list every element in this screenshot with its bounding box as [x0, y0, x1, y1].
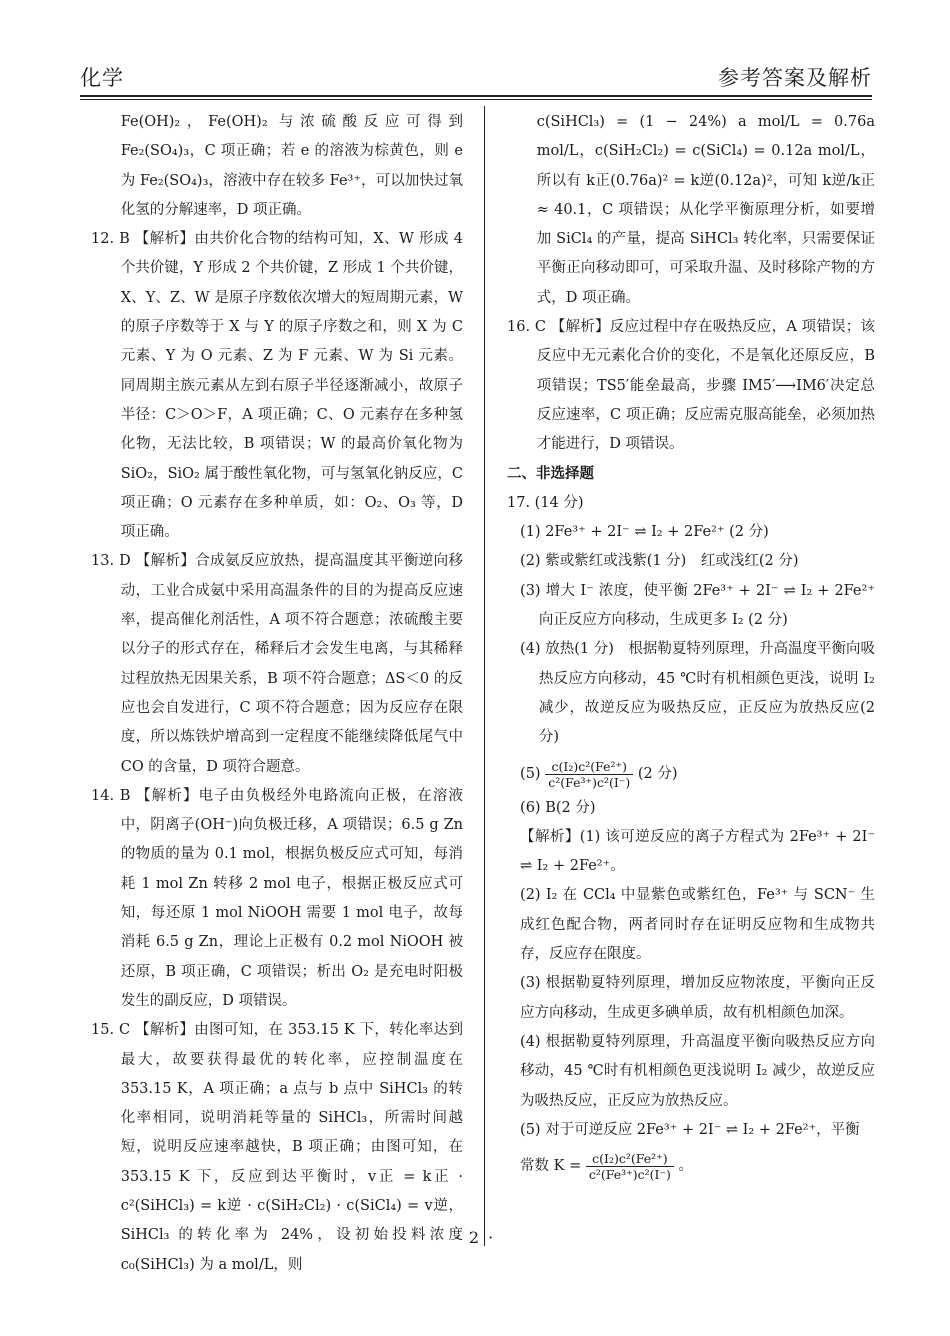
equilibrium-constant-formula	[507, 1151, 875, 1182]
answer-13: 13. D 【解析】合成氨反应放热，提高温度其平衡逆向移动，工业合成氨中采用高温条件的目的为提高反应速率，提高催化剂活性，A 项不符合题意；浓硫酸主要以分子的形式存在，稀释后才会发生电离，与其稀释过程放热无因果关系，B 项不符合题意；ΔS＜0 的反应也会自发进行，C 项不符合题意；因为反应存在限度，所以炼铁炉增高到一定程度不能继续降低尾气中 CO 的含量，D 项符合题意。	[91, 553, 463, 775]
header-rule-thin	[80, 99, 872, 100]
formula-prefix: 常数 K =	[520, 1158, 582, 1175]
formula-suffix: (2 分)	[637, 765, 678, 782]
equilibrium-fraction	[586, 1151, 674, 1182]
right-column	[507, 108, 875, 1186]
answer-15: 15. C 【解析】由图可知，在 353.15 K 下，转化率达到最大，故要获得最优的转化率，应控制温度在 353.15 K，A 项正确；a 点与 b 点中 SiHCl₃ 的转化率相同，说明消耗等量的 SiHCl₃，所需时间越短，说明反应速率越快，B 项正确；由图可知，在 353.15 K 下，反应到达平衡时，v正 = k正 · c²(SiHCl₃) = k逆 · c(SiH₂Cl₂) · c(SiCl₄) = v逆，SiHCl₃ 的转化率为 24%，设初始投料浓度 c₀(SiHCl₃) 为 a mol/L，则	[91, 1022, 463, 1273]
section-title: 参考答案及解析	[718, 66, 872, 90]
answer-12: 12. B 【解析】由共价化合物的结构可知，X、W 形成 4 个共价键，Y 形成 2 个共价键，Z 形成 1 个共价键，X、Y、Z、W 是原子序数依次增大的短周期元素，W 的原子序数等于 X 与 Y 的原子序数之和，则 X 为 C 元素、Y 为 O 元素、Z 为 F 元素、W 为 Si 元素。同周期主族元素从左到右原子半径逐渐减小，故原子半径：C＞O＞F，A 项正确；C、O 元素存在多种氢化物，无法比较，B 项错误；W 的最高价氧化物为 SiO₂，SiO₂ 属于酸性氧化物，可与氢氧化钠反应，C 项正确；O 元素存在多种单质，如：O₂、O₃ 等，D 项正确。	[91, 231, 463, 541]
page-header	[80, 56, 872, 92]
section-heading: 二、非选择题	[507, 465, 594, 482]
header-rule-thick	[80, 95, 872, 97]
answer-17-6: (6) B(2 分)	[520, 799, 596, 816]
answer-17-1: (1) 2Fe³⁺ + 2I⁻ ⇌ I₂ + 2Fe²⁺ (2 分)	[520, 524, 769, 541]
answer-17-3: (3) 增大 I⁻ 浓度，使平衡 2Fe³⁺ + 2I⁻ ⇌ I₂ + 2Fe²⁺ 向正反应方向移动，生成更多 I₂ (2 分)	[520, 582, 875, 629]
formula-prefix: (5)	[520, 765, 541, 782]
analysis-5: (5) 对于可逆反应 2Fe³⁺ + 2I⁻ ⇌ I₂ + 2Fe²⁺，平衡	[520, 1121, 860, 1138]
fraction-denominator: c²(Fe³⁺)c²(I⁻)	[588, 1167, 671, 1183]
equilibrium-fraction	[545, 759, 633, 790]
left-column	[91, 108, 463, 1280]
fraction-numerator: c(I₂)c²(Fe²⁺)	[545, 759, 633, 775]
page-number: · 2 ·	[454, 1228, 496, 1247]
analysis-4: (4) 根据勒夏特列原理，升高温度平衡向吸热反应方向移动，45 ℃时有机相颜色更浅说明 I₂ 减少，故逆反应为吸热反应，正反应为放热反应。	[520, 1033, 875, 1109]
answer-17-4: (4) 放热(1 分) 根据勒夏特列原理，升高温度平衡向吸热反应方向移动，45 ℃时有机相颜色更浅，说明 I₂ 减少，故逆反应为吸热反应，正反应为放热反应(2 分)	[520, 641, 875, 746]
subject-title: 化学	[80, 66, 124, 90]
answer-paragraph: Fe(OH)₂，Fe(OH)₂ 与浓硫酸反应可得到 Fe₂(SO₄)₃，C 项正确；若 e 的溶液为棕黄色，则 e 为 Fe₂(SO₄)₃，溶液中存在较多 Fe³⁺，可以加快过氧化氢的分解速率，D 项正确。	[120, 114, 463, 218]
fraction-denominator: c²(Fe³⁺)c²(I⁻)	[548, 774, 631, 790]
answer-17-5-formula	[507, 759, 875, 790]
answer-15-continued: c(SiHCl₃) = (1 − 24%) a mol/L = 0.76a mol/L，c(SiH₂Cl₂) = c(SiCl₄) = 0.12a mol/L，所以有 k正(0.76a)² = k逆(0.12a)²，可知 k逆/k正 ≈ 40.1，C 项错误；从化学平衡原理分析，如要增加 SiCl₄ 的产量，提高 SiHCl₃ 转化率，只需要保证平衡正向移动即可，可采取升温、及时移除产物的方式，D 项正确。	[536, 114, 875, 306]
analysis-1: 【解析】(1) 该可逆反应的离子方程式为 2Fe³⁺ + 2I⁻ ⇌ I₂ + 2Fe²⁺。	[520, 828, 875, 875]
analysis-3: (3) 根据勒夏特列原理，增加反应物浓度，平衡向正反应方向移动，生成更多碘单质，故有机相颜色加深。	[520, 975, 875, 1021]
fraction-numerator: c(I₂)c²(Fe²⁺)	[586, 1151, 674, 1167]
analysis-2: (2) I₂ 在 CCl₄ 中显紫色或紫红色，Fe³⁺ 与 SCN⁻ 生成红色配合物，两者同时存在证明反应物和生成物共存，反应存在限度。	[520, 887, 875, 963]
column-divider	[484, 106, 485, 1246]
answer-16: 16. C 【解析】反应过程中存在吸热反应，A 项错误；该反应中无元素化合价的变化，不是氧化还原反应，B 项错误；TS5′能垒最高，步骤 IM5′⟶IM6′决定总反应速率，C 项正确；反应需克服高能垒，必须加热才能进行，D 项错误。	[507, 319, 875, 453]
answer-14: 14. B 【解析】电子由负极经外电路流向正极，在溶液中，阴离子(OH⁻)向负极迁移，A 项错误；6.5 g Zn 的物质的量为 0.1 mol，根据负极反应式可知，每消耗 1 mol Zn 转移 2 mol 电子，根据正极反应式可知，每还原 1 mol NiOOH 需要 1 mol 电子，故每消耗 6.5 g Zn，理论上正极有 0.2 mol NiOOH 被还原，B 项正确，C 项错误；析出 O₂ 是充电时阳极发生的副反应，D 项错误。	[91, 787, 463, 1009]
formula-suffix: 。	[678, 1158, 694, 1175]
answer-17-2: (2) 紫或紫红或浅紫(1 分) 红或浅红(2 分)	[520, 553, 799, 570]
question-17-title: 17. (14 分)	[507, 494, 584, 511]
